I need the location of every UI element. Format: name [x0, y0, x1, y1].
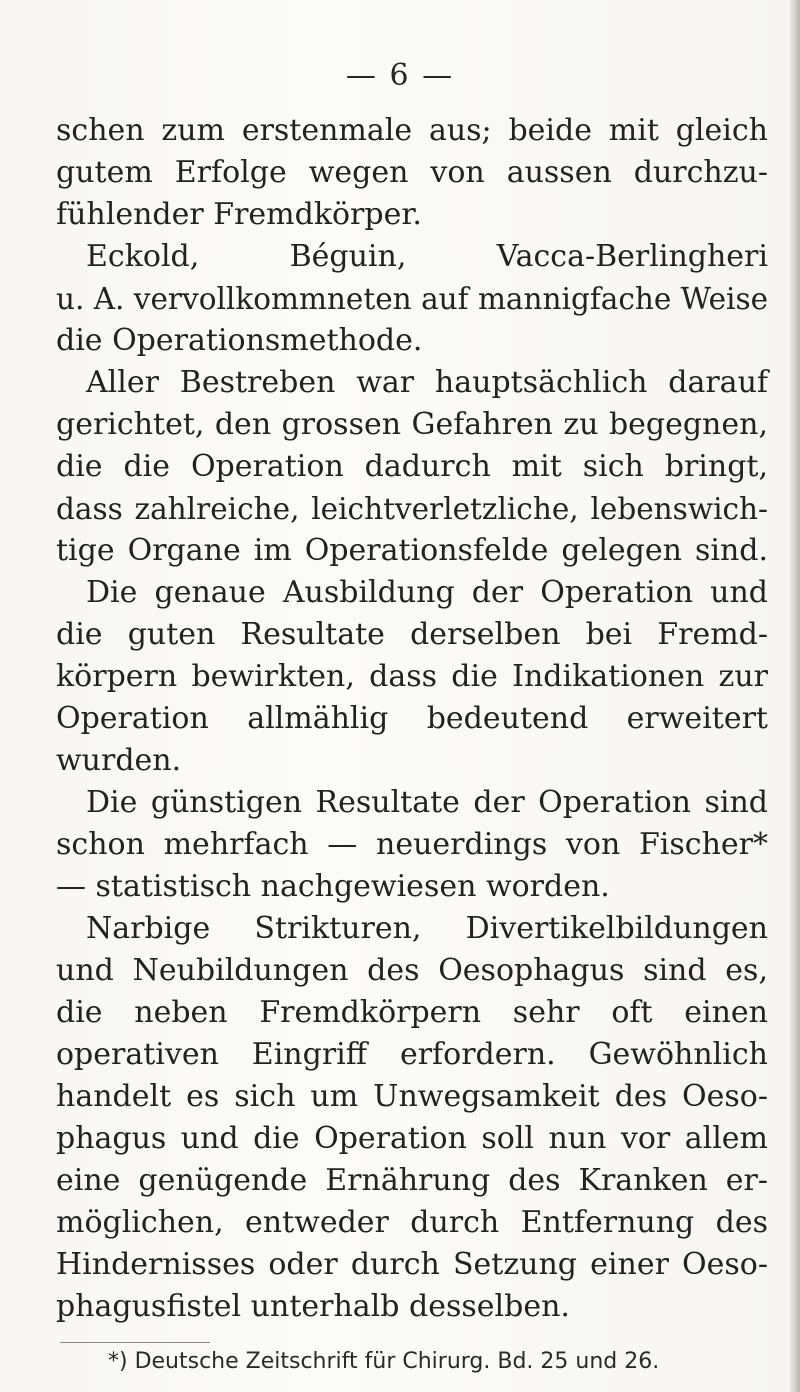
footnote: *) Deutsche Zeitschrift für Chirurg. Bd. 25 und 26. [108, 1349, 660, 1374]
text-line: operativen Eingriff erfordern. Gewöhnlich [56, 1037, 768, 1072]
text-line: u. A. vervollkommneten auf mannigfache Weise [56, 282, 769, 316]
text-line: die neben Fremdkörpern sehr oft einen [56, 995, 768, 1030]
page-number: — 6 — [345, 58, 455, 93]
text-line: schon mehrfach — neuerdings von Fischer* [56, 827, 768, 862]
text-line: schen zum erstenmale aus; beide mit gleich [56, 113, 768, 148]
text-line: Narbige Strikturen, Divertikelbildungen [86, 911, 768, 946]
text-line: Die günstigen Resultate der Operation sind [86, 785, 768, 820]
text-line: und Neubildungen des Oesophagus sind es, [56, 953, 768, 988]
text-line: Hindernisses oder durch Setzung einer Oeso- [56, 1247, 768, 1282]
text-line: möglichen, entweder durch Entfernung des [56, 1205, 768, 1240]
text-line: dass zahlreiche, leichtverletzliche, lebenswich- [56, 492, 768, 526]
text-line: Aller Bestreben war hauptsächlich darauf [86, 365, 768, 400]
text-line: eine genügende Ernährung des Kranken er- [56, 1163, 768, 1198]
text-line: wurden. [56, 743, 182, 778]
text-line: Operation allmählig bedeutend erweitert [56, 701, 768, 736]
text-line: die guten Resultate derselben bei Fremd- [56, 617, 768, 652]
text-line: gutem Erfolge wegen von aussen durchzu- [56, 155, 768, 190]
body-text [56, 110, 768, 1328]
text-line: phagusfistel unterhalb desselben. [56, 1289, 570, 1324]
text-line: gerichtet, den grossen Gefahren zu begegnen, [56, 407, 768, 442]
text-line: körpern bewirkten, dass die Indikationen zur [56, 659, 768, 694]
text-line: die Operationsmethode. [56, 323, 423, 358]
text-line: phagus und die Operation soll nun vor allem [56, 1121, 768, 1156]
text-line: fühlender Fremdkörper. [56, 197, 422, 232]
text-line: handelt es sich um Unwegsamkeit des Oeso- [56, 1079, 768, 1114]
text-line: die die Operation dadurch mit sich bringt, [56, 449, 768, 484]
text-line: Die genaue Ausbildung der Operation und [86, 575, 768, 610]
text-line: — statistisch nachgewiesen worden. [56, 869, 610, 904]
text-line: Eckold, Béguin, Vacca-Berlingheri [86, 239, 768, 274]
footnote-divider [60, 1342, 210, 1343]
text-line: tige Organe im Operationsfelde gelegen sind. [56, 533, 768, 568]
page-edge-shadow [790, 0, 800, 1392]
